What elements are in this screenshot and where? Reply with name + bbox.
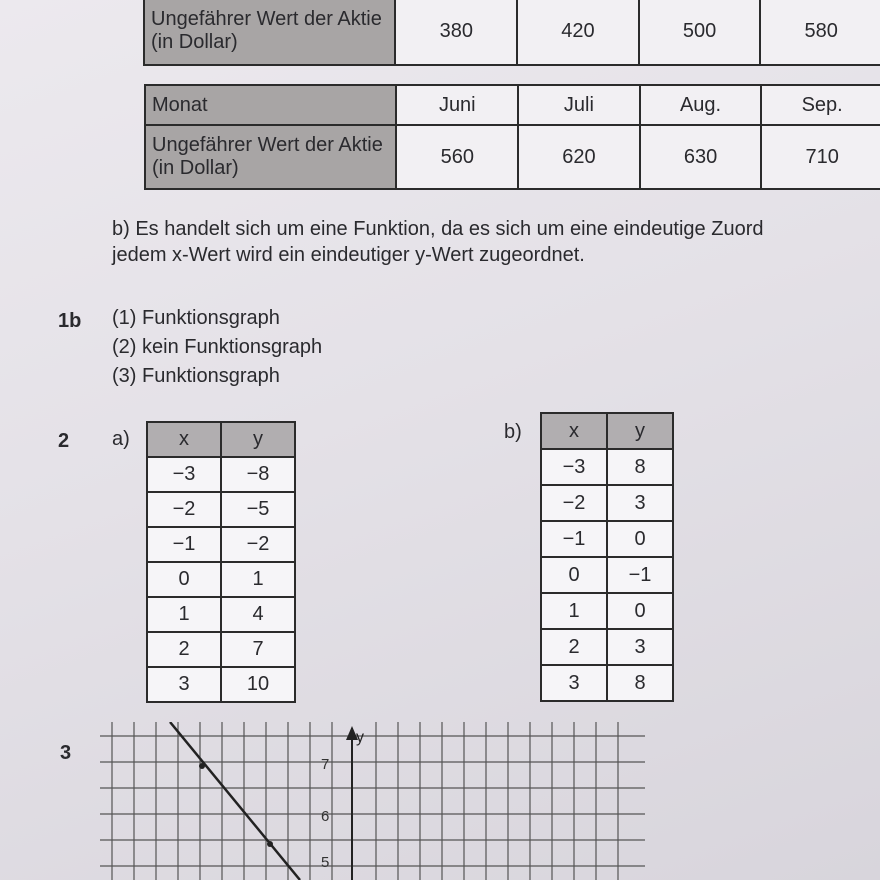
cell-x: −1 xyxy=(147,527,221,562)
list-item: (2) kein Funktionsgraph xyxy=(112,336,323,358)
stock-table-top xyxy=(143,0,880,66)
table-row xyxy=(147,667,295,702)
table-row xyxy=(147,632,295,667)
month-cell: Sep. xyxy=(761,85,880,125)
value-cell: 580 xyxy=(760,0,880,65)
y-axis-label: y xyxy=(356,729,364,746)
tick-label: 7 xyxy=(321,756,330,773)
graph-point xyxy=(267,841,273,847)
month-cell: Juli xyxy=(518,85,640,125)
cell-y: 0 xyxy=(607,593,673,629)
table-row xyxy=(147,562,295,597)
cell-y: 3 xyxy=(607,485,673,521)
value-cell: 710 xyxy=(761,125,880,189)
list-item: (3) Funktionsgraph xyxy=(112,365,280,387)
cell-x: −2 xyxy=(541,485,607,521)
value-cell: 380 xyxy=(395,0,517,65)
value-table-a xyxy=(146,421,296,703)
month-cell: Juni xyxy=(396,85,518,125)
grid-lines xyxy=(100,722,645,880)
table-row xyxy=(541,485,673,521)
cell-x: 0 xyxy=(541,557,607,593)
cell-x: 0 xyxy=(147,562,221,597)
cell-y: 1 xyxy=(221,562,295,597)
cell-x: −3 xyxy=(147,457,221,492)
answer-b-line2: jedem x-Wert wird ein eindeutiger y-Wert zugeordnet. xyxy=(112,244,585,266)
header-y: y xyxy=(607,413,673,449)
month-cell: Aug. xyxy=(640,85,762,125)
table-row xyxy=(541,557,673,593)
cell-y: 0 xyxy=(607,521,673,557)
cell-y: −8 xyxy=(221,457,295,492)
value-cell: 420 xyxy=(517,0,639,65)
part-label: b) xyxy=(504,421,522,443)
cell-x: 3 xyxy=(541,665,607,701)
row-label: Ungefährer Wert der Aktie (in Dollar) xyxy=(144,0,395,65)
table-row xyxy=(541,629,673,665)
table-row xyxy=(147,457,295,492)
cell-y: −5 xyxy=(221,492,295,527)
cell-y: 8 xyxy=(607,665,673,701)
table-row xyxy=(147,492,295,527)
cell-x: 1 xyxy=(147,597,221,632)
exercise-number: 2 xyxy=(58,430,70,452)
table-row xyxy=(147,597,295,632)
cell-y: −1 xyxy=(607,557,673,593)
row-label: Ungefährer Wert der Aktie (in Dollar) xyxy=(145,125,396,189)
cell-x: −2 xyxy=(147,492,221,527)
stock-table-bottom xyxy=(144,84,880,190)
value-cell: 560 xyxy=(396,125,518,189)
header-x: x xyxy=(147,422,221,457)
cell-x: 3 xyxy=(147,667,221,702)
tick-label: 5 xyxy=(321,854,330,871)
cell-x: −3 xyxy=(541,449,607,485)
table-row xyxy=(541,665,673,701)
list-item: (1) Funktionsgraph xyxy=(112,307,280,329)
exercise-number: 3 xyxy=(60,742,72,764)
function-line xyxy=(170,722,300,880)
header-y: y xyxy=(221,422,295,457)
part-label: a) xyxy=(112,428,130,450)
cell-x: 1 xyxy=(541,593,607,629)
table-row xyxy=(541,593,673,629)
graph-point xyxy=(199,763,205,769)
value-cell: 500 xyxy=(639,0,761,65)
cell-x: 2 xyxy=(541,629,607,665)
cell-y: 8 xyxy=(607,449,673,485)
table-row xyxy=(147,527,295,562)
cell-y: 10 xyxy=(221,667,295,702)
table-row xyxy=(541,449,673,485)
answer-b-line1: b) Es handelt sich um eine Funktion, da es sich um eine eindeutige Zuord xyxy=(112,218,764,240)
coordinate-grid xyxy=(100,722,645,880)
tick-label: 6 xyxy=(321,808,330,825)
value-table-b xyxy=(540,412,674,702)
exercise-number: 1b xyxy=(58,310,82,332)
cell-x: 2 xyxy=(147,632,221,667)
value-cell: 630 xyxy=(640,125,762,189)
cell-y: 4 xyxy=(221,597,295,632)
cell-y: 3 xyxy=(607,629,673,665)
cell-x: −1 xyxy=(541,521,607,557)
table-row xyxy=(541,521,673,557)
value-cell: 620 xyxy=(518,125,640,189)
month-label: Monat xyxy=(145,85,396,125)
cell-y: −2 xyxy=(221,527,295,562)
cell-y: 7 xyxy=(221,632,295,667)
header-x: x xyxy=(541,413,607,449)
